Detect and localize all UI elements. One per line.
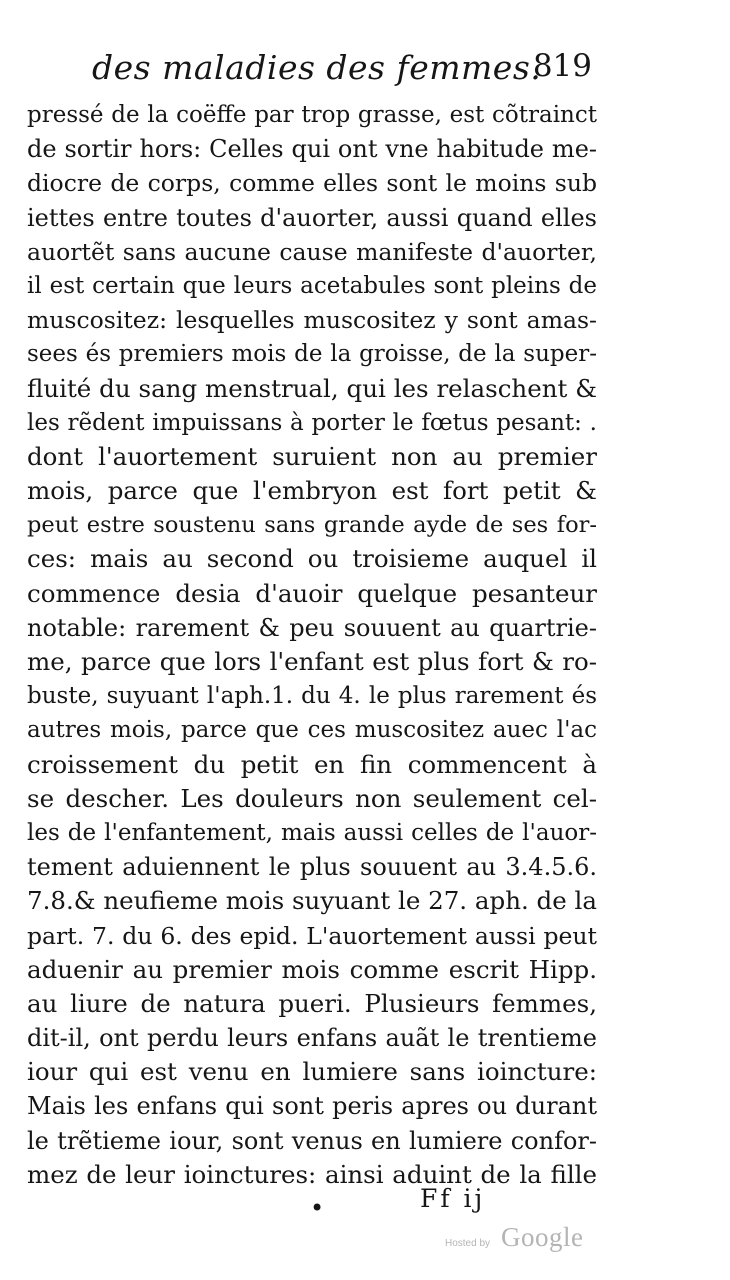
text-line: diocre de corps, comme elles sont le moins sub (27, 169, 597, 198)
text-line: le trẽtieme iour, sont venus en lumiere confor- (27, 1126, 597, 1155)
text-line: dont l'auortement suruient non au premier (27, 441, 597, 471)
signature-mark: Ff ij (420, 1184, 486, 1213)
watermark-hosted-by: Hosted by (445, 1238, 491, 1249)
page-number: 819 (532, 48, 592, 84)
body-text (27, 98, 597, 1192)
text-line: notable: rarement & peu souuent au quartrie- (27, 613, 597, 642)
text-line: croissement du petit en fin commencent à (27, 749, 597, 779)
text-line: commence desia d'auoir quelque pesanteur (27, 578, 597, 608)
text-line: les de l'enfantement, mais aussi celles de l'auor- (27, 819, 597, 846)
text-line: mez de leur ioinctures: ainsi aduint de la fille (27, 1159, 597, 1189)
text-line: iour qui est venu en lumiere sans ioincture: (27, 1057, 597, 1087)
text-line: buste, suyuant l'aph.1. du 4. le plus rarement és (27, 683, 597, 710)
text-line: autres mois, parce que ces muscositez auec l'ac (27, 717, 597, 744)
running-head (92, 48, 592, 94)
text-line: iettes entre toutes d'auorter, aussi quand elles (27, 203, 597, 232)
text-line: Mais les enfans qui sont peris apres ou durant (27, 1092, 597, 1121)
text-line: 7.8.& neufieme mois suyuant le 27. aph. de la (27, 886, 597, 916)
text-line: aduenir au premier mois comme escrit Hipp. (27, 954, 597, 984)
text-line: au liure de natura pueri. Plusieurs femmes, (27, 988, 597, 1018)
text-line: tement aduiennent le plus souuent au 3.4.5.6. (27, 853, 597, 882)
text-line: muscositez: lesquelles muscositez y sont amas- (27, 306, 597, 335)
running-title: des maladies des femmes. (92, 48, 542, 87)
text-line: mois, parce que l'embryon est fort petit & (27, 476, 597, 506)
text-line: de sortir hors: Celles qui ont vne habitude me- (27, 135, 597, 164)
footer-dot: • (310, 1194, 325, 1222)
text-line: ces: mais au second ou troisieme auquel il (27, 544, 597, 574)
page-footer (300, 1184, 530, 1220)
text-line: pressé de la coëffe par trop grasse, est cõtrainct (27, 102, 597, 128)
text-line: fluité du sang menstrual, qui les relaschent & (27, 373, 597, 403)
text-line: auortẽt sans aucune cause manifeste d'auorter, (27, 237, 597, 266)
hosted-by-watermark (445, 1220, 605, 1260)
watermark-brand: Google (501, 1222, 584, 1252)
text-line: sees és premiers mois de la groisse, de la super- (27, 341, 597, 368)
text-line: les rẽdent impuissans à porter le fœtus pesant: . (27, 409, 597, 436)
text-line: dit-il, ont perdu leurs enfans auãt le trentieme (27, 1024, 597, 1053)
text-line: se descher. Les douleurs non seulement cel- (27, 783, 597, 813)
text-line: il est certain que leurs acetabules sont pleins de (27, 272, 597, 299)
text-line: part. 7. du 6. des epid. L'auortement aussi peut (27, 921, 597, 950)
text-line: me, parce que lors l'enfant est plus fort & ro- (27, 647, 597, 676)
text-line: peut estre soustenu sans grande ayde de ses for- (27, 512, 597, 539)
